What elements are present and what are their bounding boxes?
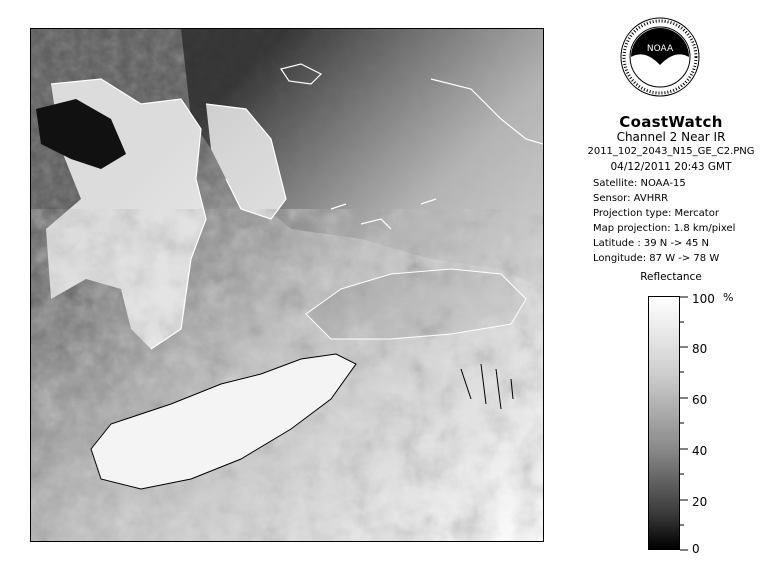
logo-text: NOAA <box>646 44 674 54</box>
tick-40: 40 <box>692 444 708 458</box>
meta-projection-type: Projection type: Mercator <box>593 208 719 219</box>
legend-unit: % <box>723 291 734 304</box>
file-name: 2011_102_2043_N15_GE_C2.PNG <box>587 146 755 157</box>
meta-sensor: Sensor: AVHRR <box>593 193 669 204</box>
tick-0: 0 <box>692 542 700 556</box>
tick-60: 60 <box>692 393 708 407</box>
channel-label: Channel 2 Near IR <box>616 130 726 144</box>
satellite-image <box>30 28 544 542</box>
tick-100: 100 <box>692 292 715 306</box>
tick-80: 80 <box>692 342 708 356</box>
meta-latitude: Latitude : 39 N -> 45 N <box>593 238 709 249</box>
reflectance-colorbar <box>648 296 680 550</box>
noaa-logo-icon <box>620 17 700 97</box>
meta-map-projection: Map projection: 1.8 km/pixel <box>593 223 736 234</box>
legend-label: Reflectance <box>640 271 702 283</box>
meta-satellite: Satellite: NOAA-15 <box>593 178 686 189</box>
tick-20: 20 <box>692 495 708 509</box>
satellite-image-icon <box>31 29 543 541</box>
meta-longitude: Longitude: 87 W -> 78 W <box>593 253 720 264</box>
acquisition-datetime: 04/12/2011 20:43 GMT <box>610 161 732 173</box>
colorbar-ticks <box>680 296 740 552</box>
product-title: CoastWatch <box>619 113 723 131</box>
